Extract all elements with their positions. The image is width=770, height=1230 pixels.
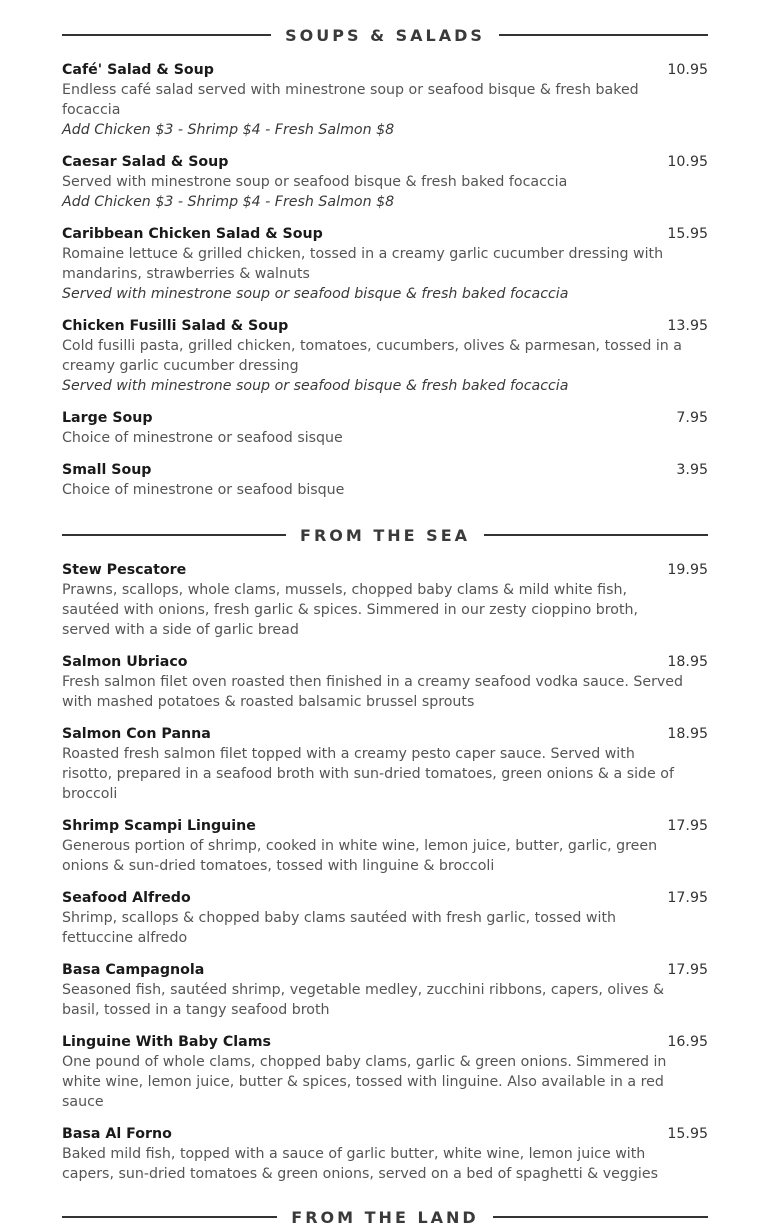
divider-right bbox=[484, 534, 708, 536]
menu-item bbox=[62, 652, 708, 712]
item-description: Cold fusilli pasta, grilled chicken, tomatoes, cucumbers, olives & parmesan, tossed in a creamy garlic cucumber dressing bbox=[62, 338, 682, 374]
menu-item bbox=[62, 1032, 708, 1112]
item-note: Served with minestrone soup or seafood bisque & fresh baked focaccia bbox=[62, 286, 569, 302]
item-price: 7.95 bbox=[676, 410, 708, 426]
item-price: 17.95 bbox=[667, 962, 708, 978]
menu bbox=[62, 22, 708, 1230]
menu-item bbox=[62, 560, 708, 640]
menu-item bbox=[62, 460, 708, 500]
item-price: 17.95 bbox=[667, 890, 708, 906]
item-price: 16.95 bbox=[667, 1034, 708, 1050]
item-name: Small Soup bbox=[62, 462, 152, 478]
item-description: Choice of minestrone or seafood sisque bbox=[62, 430, 343, 446]
section-header bbox=[62, 522, 708, 548]
section-from-the-sea bbox=[62, 522, 708, 1184]
section-title: SOUPS & SALADS bbox=[285, 25, 485, 45]
menu-item bbox=[62, 60, 708, 140]
item-price: 10.95 bbox=[667, 154, 708, 170]
menu-item bbox=[62, 816, 708, 876]
divider-right bbox=[493, 1216, 708, 1218]
item-name: Seafood Alfredo bbox=[62, 890, 191, 906]
item-price: 17.95 bbox=[667, 818, 708, 834]
menu-item bbox=[62, 408, 708, 448]
item-name: Chicken Fusilli Salad & Soup bbox=[62, 318, 289, 334]
menu-item bbox=[62, 960, 708, 1020]
section-soups-salads bbox=[62, 22, 708, 500]
item-description: Choice of minestrone or seafood bisque bbox=[62, 482, 345, 498]
section-from-the-land bbox=[62, 1204, 708, 1230]
divider-left bbox=[62, 34, 271, 36]
item-description: Roasted fresh salmon filet topped with a creamy pesto caper sauce. Served with risotto, prepared in a seafood broth with sun-dried tomatoes, green onions & a side of broccoli bbox=[62, 746, 674, 802]
item-description: Fresh salmon filet oven roasted then finished in a creamy seafood vodka sauce. Served with mashed potatoes & roasted balsamic brussel sprouts bbox=[62, 674, 684, 710]
item-name: Salmon Con Panna bbox=[62, 726, 211, 742]
item-description: One pound of whole clams, chopped baby clams, garlic & green onions. Simmered in white wine, lemon juice, butter & spices, tossed with linguine. Also available in a red sauce bbox=[62, 1054, 667, 1110]
item-name: Basa Al Forno bbox=[62, 1126, 172, 1142]
item-price: 18.95 bbox=[667, 726, 708, 742]
section-header bbox=[62, 22, 708, 48]
menu-item bbox=[62, 152, 708, 212]
section-title: FROM THE SEA bbox=[300, 525, 470, 545]
item-description: Shrimp, scallops & chopped baby clams sautéed with fresh garlic, tossed with fettuccine alfredo bbox=[62, 910, 617, 946]
item-note: Add Chicken $3 - Shrimp $4 - Fresh Salmon $8 bbox=[62, 194, 395, 210]
item-name: Stew Pescatore bbox=[62, 562, 187, 578]
item-name: Caesar Salad & Soup bbox=[62, 154, 229, 170]
item-name: Large Soup bbox=[62, 410, 153, 426]
item-note: Served with minestrone soup or seafood bisque & fresh baked focaccia bbox=[62, 378, 569, 394]
item-name: Shrimp Scampi Linguine bbox=[62, 818, 256, 834]
item-price: 10.95 bbox=[667, 62, 708, 78]
item-description: Served with minestrone soup or seafood bisque & fresh baked focaccia bbox=[62, 174, 568, 190]
item-description: Seasoned fish, sautéed shrimp, vegetable medley, zucchini ribbons, capers, olives & basil, tossed in a tangy seafood broth bbox=[62, 982, 665, 1018]
menu-item bbox=[62, 224, 708, 304]
item-name: Caribbean Chicken Salad & Soup bbox=[62, 226, 323, 242]
item-name: Café' Salad & Soup bbox=[62, 62, 214, 78]
menu-item bbox=[62, 1124, 708, 1184]
item-name: Linguine With Baby Clams bbox=[62, 1034, 271, 1050]
item-description: Romaine lettuce & grilled chicken, tossed in a creamy garlic cucumber dressing with mandarins, strawberries & walnuts bbox=[62, 246, 664, 282]
item-description: Baked mild fish, topped with a sauce of garlic butter, white wine, lemon juice with capers, sun-dried tomatoes & green onions, served on a bed of spaghetti & veggies bbox=[62, 1146, 658, 1182]
item-price: 3.95 bbox=[676, 462, 708, 478]
item-note: Add Chicken $3 - Shrimp $4 - Fresh Salmon $8 bbox=[62, 122, 395, 138]
item-price: 13.95 bbox=[667, 318, 708, 334]
item-price: 15.95 bbox=[667, 1126, 708, 1142]
item-name: Basa Campagnola bbox=[62, 962, 205, 978]
divider-right bbox=[499, 34, 708, 36]
section-title: FROM THE LAND bbox=[291, 1207, 479, 1227]
divider-left bbox=[62, 534, 286, 536]
section-header bbox=[62, 1204, 708, 1230]
menu-item bbox=[62, 724, 708, 804]
item-description: Prawns, scallops, whole clams, mussels, chopped baby clams & mild white fish, sautéed with onions, fresh garlic & spices. Simmered in our zesty cioppino broth, served with a side of garlic bread bbox=[62, 582, 639, 638]
item-price: 15.95 bbox=[667, 226, 708, 242]
item-price: 18.95 bbox=[667, 654, 708, 670]
divider-left bbox=[62, 1216, 277, 1218]
item-description: Endless café salad served with minestrone soup or seafood bisque & fresh baked focaccia bbox=[62, 82, 639, 118]
item-description: Generous portion of shrimp, cooked in white wine, lemon juice, butter, garlic, green onions & sun-dried tomatoes, tossed with linguine & broccoli bbox=[62, 838, 658, 874]
item-name: Salmon Ubriaco bbox=[62, 654, 188, 670]
menu-item bbox=[62, 316, 708, 396]
item-price: 19.95 bbox=[667, 562, 708, 578]
menu-item bbox=[62, 888, 708, 948]
